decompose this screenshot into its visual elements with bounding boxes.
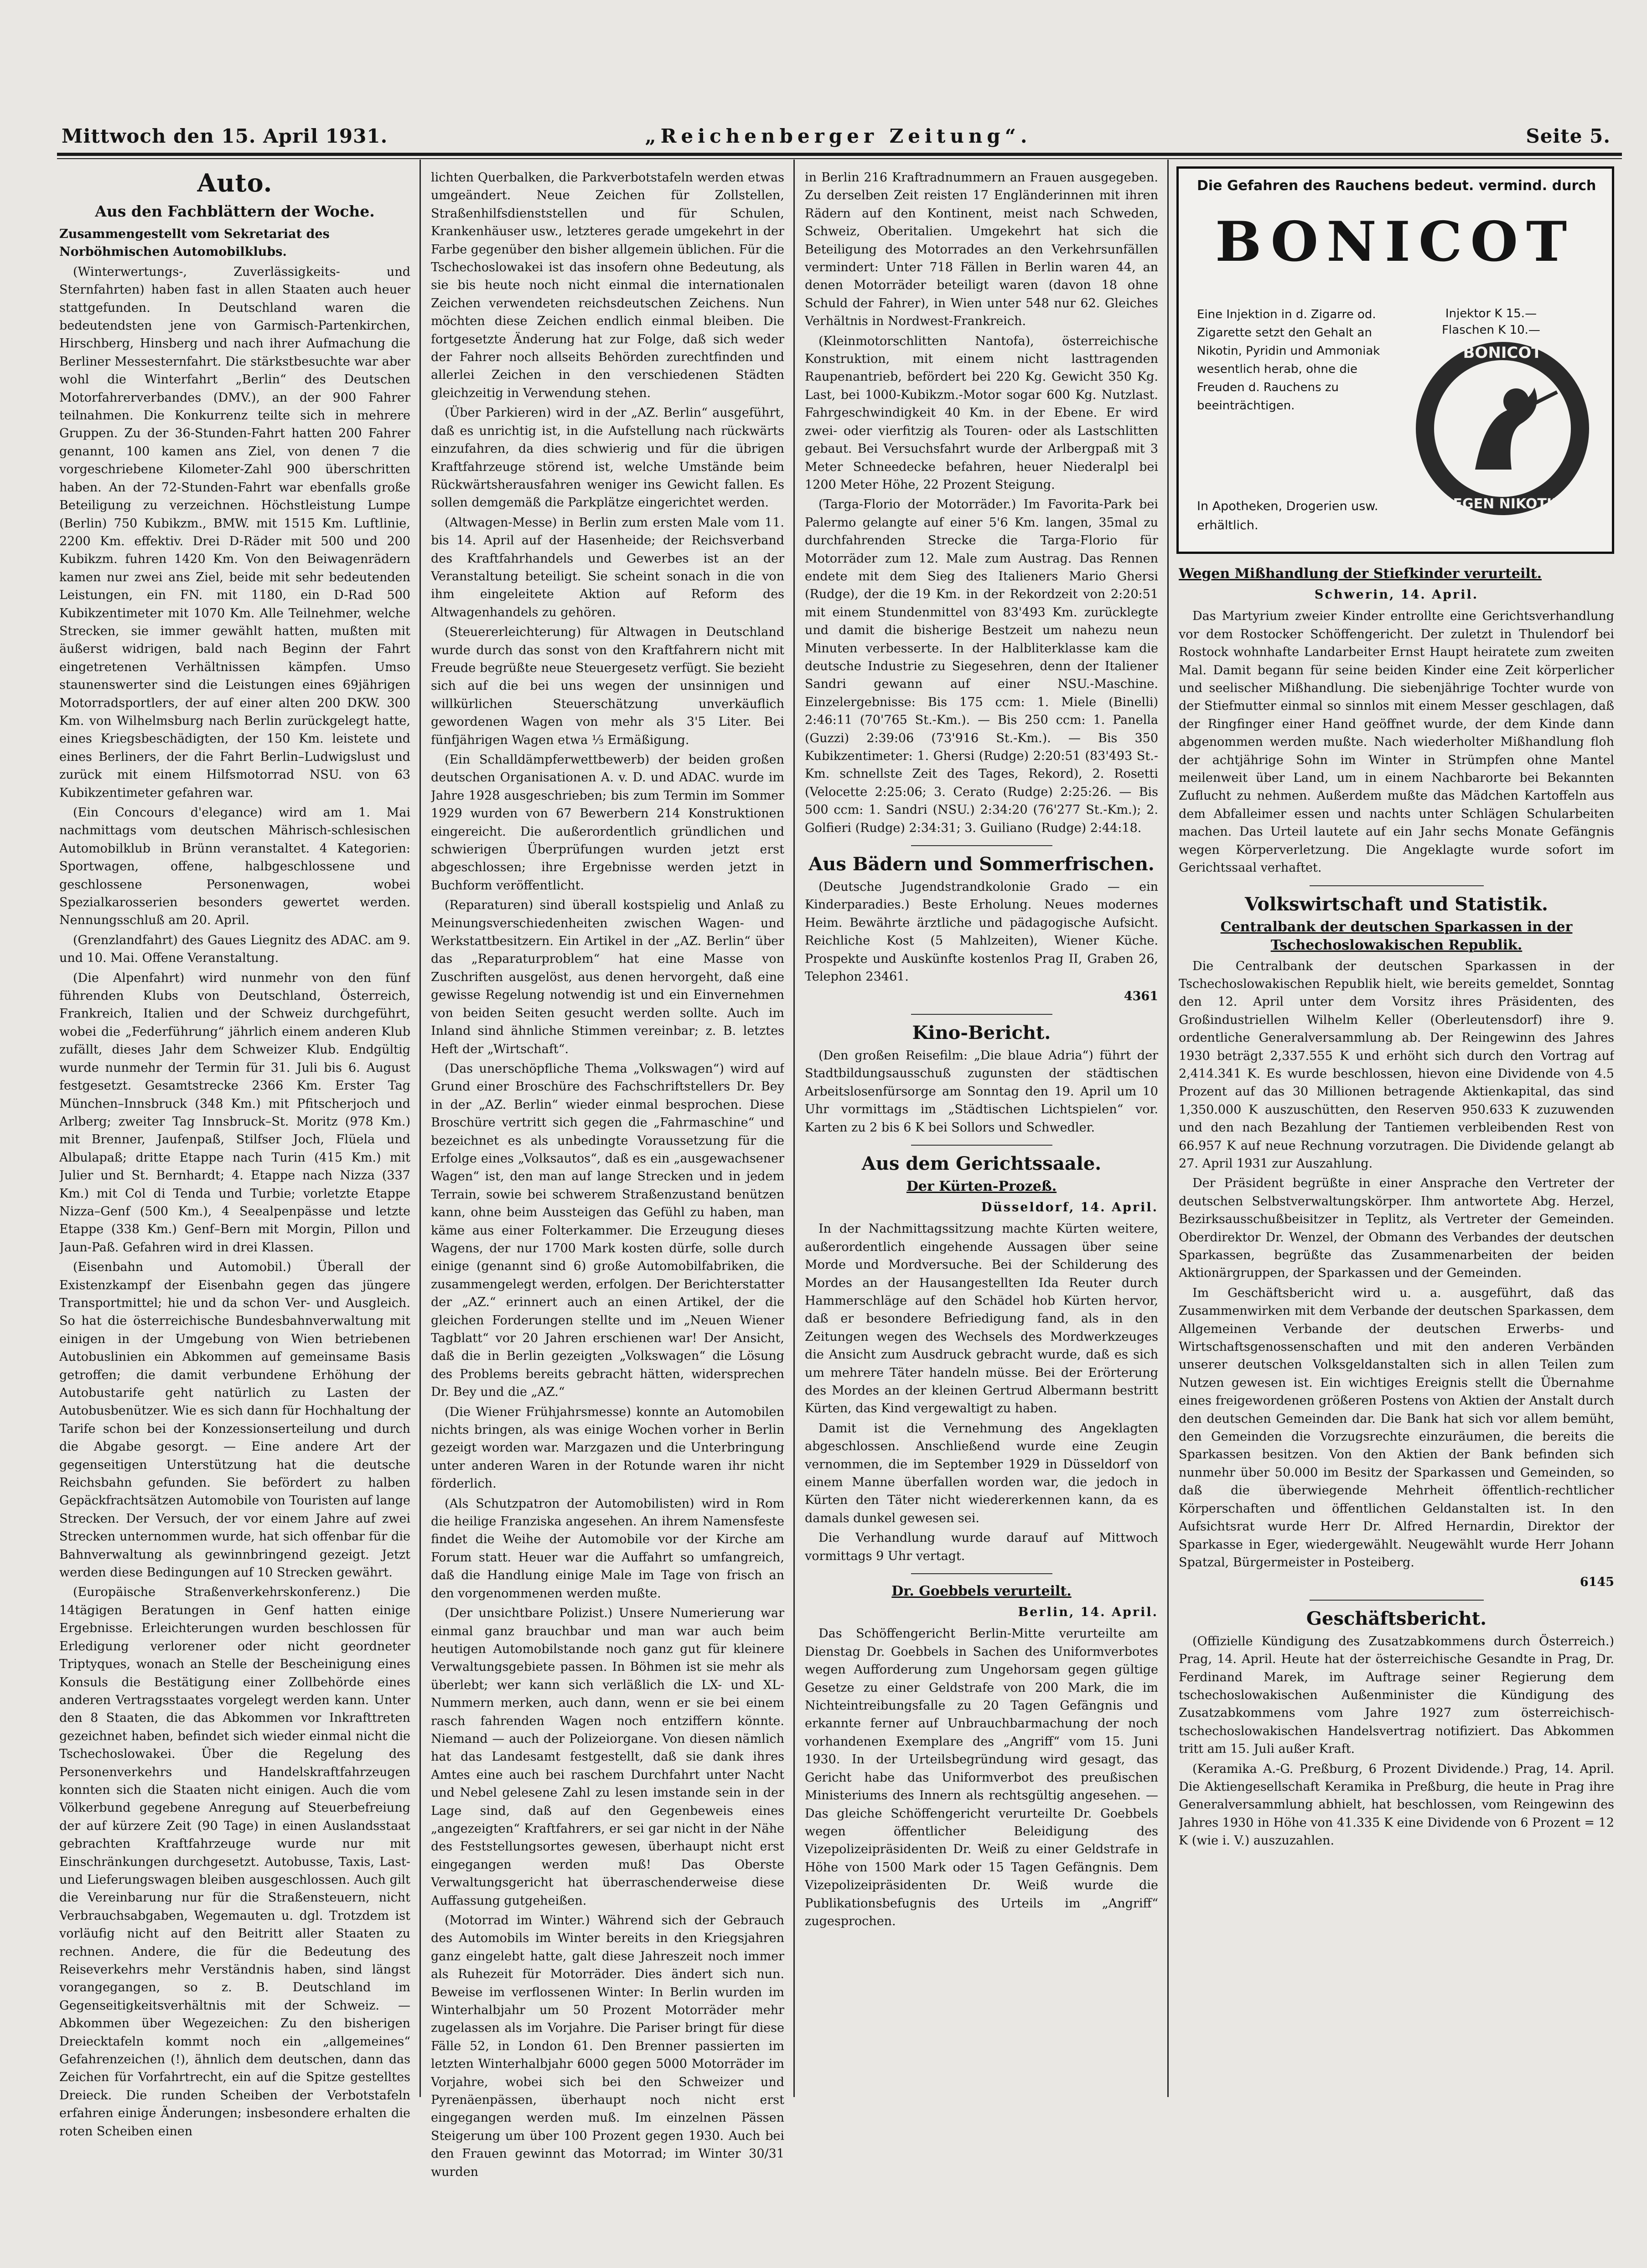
- kuerten-paragraph: Die Verhandlung wurde darauf auf Mittwoch vormittags 9 Uhr vertagt.: [805, 1531, 1158, 1563]
- column-auto-continued: [431, 169, 784, 2247]
- ad-brand: BONICOT: [1215, 210, 1575, 274]
- auto-paragraph: (Die Alpenfahrt) wird nunmehr von den fünf führenden Klubs von Deutschland, Österreich, Frankreich, Italien und der Schweiz durchgeführt, wobei die „Federführung“ jährlich einem anderen Klub zufällt, dieses Jahr dem Schweizer Klub. Endgültig wurde nunmehr der Termin für 31. Juli bis 6. August festgesetzt. Gesamtstrecke 2366 Km. Erster Tag München–Innsbruck (348 Km.) mit Pfitscherjoch und Arlberg; zweiter Tag Innsbruck–St. Moritz (978 Km.) mit Brenner, Jaufenpaß, Stilfser Joch, Flüela und Albulapaß; dritte Etappe nach Turin (415 Km.) mit Julier und St. Bernhardt; 4. Etappe nach Nizza (337 Km.) mit Col di Tenda und Turbie; vorletzte Etappe Nizza–Genf (500 Km.), 4 Seealpenpässe und letzte Etappe (338 Km.) Genf–Bern mit Morgin, Pillon und Jaun-Paß. Gefahren wird in drei Klassen.: [59, 971, 410, 1255]
- kuerten-paragraph: Damit ist die Vernehmung des Angeklagten abgeschlossen. Anschließend wurde eine Zeugin vernommen, die im September 1929 in Düsseldorf von einem Manne überfallen worden war, die jedoch in Kürten den Täter nicht wiedererkennen kann, da es damals dunkel gewesen sei.: [805, 1421, 1158, 1525]
- dateline: Schwerin, 14. April.: [1314, 588, 1479, 602]
- ad-price: Injektor K 15.— Flaschen K 10.—: [1442, 307, 1540, 337]
- auto-paragraph: (Die Wiener Frühjahrsmesse) konnte an Automobilen nichts bringen, als was einige Wochen vorher in Berlin gezeigt worden war. Marzgazen und die Unterbringung unter anderen Waren in der Rotunde waren ihr nicht förderlich.: [431, 1405, 784, 1491]
- auto-paragraph: (Winterwertungs-, Zuverlässigkeits- und Sternfahrten) haben fast in allen Staaten auch heuer stattgefunden. In Deutschland waren die bedeutendsten jene von Garmisch-Partenkirchen, Hirschberg, Hinsberg und nach ihrer Aufmachung die Berliner Messesternfahrt. Die stärkstbesuchte war aber wohl die Winterfahrt „Berlin“ des Deutschen Motorfahrerverbandes (DMV.), an der 900 Fahrer teilnahmen. Die Konkurrenz teilte sich in mehrere Gruppen. Zu der 36-Stunden-Fahrt hatten 200 Fahrer genannt, 100 kamen ans Ziel, von denen 7 die vorgeschriebene Kilometer-Zahl 900 überschritten haben. An der 72-Stunden-Fahrt war ebenfalls große Beteiligung zu verzeichnen. Höchstleistung Lumpe (Berlin) 750 Kubikzm., BMW. mit 1515 Km. Luftlinie, 2200 Km. effektiv. Drei D-Räder mit 500 und 200 Kubikzm. fuhren 1420 Km. Von den Beiwagenrädern kamen nur zwei ans Ziel, beide mit sehr bedeutenden Leistungen, ein FN. mit 1180, ein D-Rad 500 Kubikzentimeter mit 1070 Km. Alle Teilnehmer, welche Strecken, sie immer gewählt hatten, mußten mit äußerst widrigen, bald nach Beginn der Fahrt eingetretenen Verhältnissen kämpfen. Umso staunenswerter sind die Leistungen eines 69jährigen Motorradsportlers, der auf einer alten 200 DKW. 300 Km. von Wilhelmsburg nach Berlin zurückgelegt hatte, eines Kriegsbeschädigten, der 150 Km. leistete und eines Berliners, der die Fahrt Berlin–Ludwigslust und zurück mit einem Hilfsmotorrad NSU. von 63 Kubikzentimeter gefahren war.: [59, 264, 410, 800]
- auto-paragraph: (Ein Concours d'elegance) wird am 1. Mai nachmittags vom deutschen Mährisch-schlesischen Automobilklub in Brünn veranstaltet. 4 Kategorien: Sportwagen, offene, halbgeschlossene und geschlossene Personenwagen, wobei Spezialkarosserien besonders gewertet werden. Nennungsschluß am 20. April.: [59, 806, 410, 928]
- dateline: Düsseldorf, 14. April.: [981, 1200, 1158, 1214]
- auto-paragraph: (Ein Schalldämpferwettbewerb) der beiden großen deutschen Organisationen A. v. D. und ADAC. wurde im Jahre 1928 ausgeschrieben; bis zum Termin im Sommer 1929 wurden von 67 Bewerbern 214 Konstruktionen eingereicht. Die außerordentlich gründlichen und schwierigen Überprüfungen wurden jetzt erst abgeschlossen; ihre Ergebnisse werden jetzt in Buchform veröffentlicht.: [431, 753, 784, 893]
- auto-paragraph: (Altwagen-Messe) in Berlin zum ersten Male vom 11. bis 14. April auf der Hasenheide; der Reichsverband des Kraftfahrhandels und Gewerbes ist an der Veranstaltung beteiligt. Sie scheint sonach in die von ihm eingeleitete Aktion auf Reform des Altwagenhandels zu gehören.: [431, 515, 784, 620]
- auto-paragraph: (Das unerschöpfliche Thema „Volkswagen“) wird auf Grund einer Broschüre des Fachschriftstellers Dr. Bey in der „AZ. Berlin“ wieder einmal besprochen. Diese Broschüre vertritt sich gegen die „Fahrmaschine“ und bezeichnet es als unbedingte Voraussetzung für die Erfolge eines „Volksautos“, daß es ein „ausgewachsener Wagen“ ist, den man auf lange Strecken und in jedem Terrain, sowie bei schwerem Straßenzustand benützen kann, ohne beim Aussteigen das Gefühl zu haben, man käme aus einer Folterkammer. Die Erzeugung dieses Wagens, der nur 1700 Mark kosten dürfe, solle durch einige (genannt sind 6) große Automobilfabriken, die zusammengelegt werden, erfolgen. Der Berichterstatter der „AZ.“ erinnert auch an einen Artikel, der die gleichen Forderungen stellte und im „Neuen Wiener Tagblatt“ vor 20 Jahren erschienen war! Der Ansicht, daß die in Berlin gezeigten „Volkswagen“ die Lösung des Problems bereits gebracht hätten, widersprechen Dr. Bey und die „AZ.“: [431, 1061, 784, 1400]
- section-title-gericht: Aus dem Gerichtssaale.: [861, 1152, 1102, 1174]
- auto-paragraph: (Reparaturen) sind überall kostspielig und Anlaß zu Meinungsverschiedenheiten zwischen Wagen- und Werkstattbesitzern. Ein Artikel in der „AZ. Berlin“ über das „Reparaturproblem“ hat eine Masse von Zuschriften ausgelöst, aus denen hervorgeht, daß eine gewisse Regelung notwendig ist und ein Einvernehmen von beiden Seiten gesucht werden sollte. Auch im Inland sind ähnliche Stimmen vereinbar; z. B. letztes Heft der „Wirtschaft“.: [431, 898, 784, 1056]
- article-title-goebbels: Dr. Goebbels verurteilt.: [891, 1583, 1072, 1600]
- ad-headline: Die Gefahren des Rauchens bedeut. vermind. durch: [1197, 178, 1596, 194]
- misshandlung-paragraph: Das Martyrium zweier Kinder entrollte eine Gerichtsverhandlung vor dem Rostocker Schöffengericht. Der zuletzt in Thulendorf bei Rostock wohnhafte Landarbeiter Ernst Haupt heiratete zum zweiten Mal. Damit begann für seine beiden Kinder eine Zeit körperlicher und seelischer Mißhandlung. Die siebenjährige Tochter wurde von der Stiefmutter einmal so sinnlos mit einem Messer geschlagen, daß der Ringfinger einer Hand geöffnet wurde, der dem Kinde dann abgenommen werden mußte. Nach wiederholter Mißhandlung floh der achtjährige Sohn im Winter in Strümpfen ohne Mantel meilenweit über Land, um in einem Nachbarorte bei Bekannten Zuflucht zu nehmen. Außerdem mußte das Mädchen Kartoffeln aus dem Abfalleimer essen und nachts unter Schlägen Schularbeiten machen. Das Urteil lautete auf ein Jahr sechs Monate Gefängnis wegen Körperverletzung. Die Angeklagte wurde sofort im Gerichtssaal verhaftet.: [1179, 609, 1614, 875]
- column-divider: [420, 160, 421, 2097]
- column-divider: [793, 160, 795, 2097]
- dateline: Berlin, 14. April.: [1018, 1605, 1158, 1620]
- section-separator: [1310, 1600, 1484, 1601]
- page-header: [57, 122, 1620, 150]
- column-mixed: [805, 169, 1158, 2247]
- auto-paragraph: (Als Schutzpatron der Automobilisten) wird in Rom die heilige Franziska angesehen. An ihrem Namensfeste findet die Weihe der Automobile vor der Kirche am Forum statt. Heuer war die Auffahrt so umfangreich, daß die Handlung einige Male im Tage von frisch an den vorgenommenen werden mußte.: [431, 1496, 784, 1601]
- column-right: [1179, 563, 1614, 2250]
- baeder-paragraph: (Deutsche Jugendstrandkolonie Grado — ein Kinderparadies.) Beste Erholung. Neues modernes Heim. Bewährte ärztliche und pädagogische Aufsicht. Reichliche Kost (5 Mahlzeiten), Wiener Küche. Prospekte und Auskünfte kostenlos Prag II, Graben 26, Telephon 23461.: [805, 880, 1158, 984]
- auto-paragraph: (Steuererleichterung) für Altwagen in Deutschland wurde durch das sonst von den Kraftfahrern nicht mit Freude begrüßte neue Steuergesetz verfügt. Sie bezieht sich auf die bei uns wegen der unsinnigen und willkürlichen Steuerschätzung unverkäuflich gewordenen Wagen von mehr als 3'5 Liter. Bei fünfjährigen Wagen etwa ⅓ Ermäßigung.: [431, 625, 784, 747]
- ad-number: 6145: [1580, 1575, 1614, 1590]
- ad-seal-illustration: [1407, 333, 1598, 524]
- auto-paragraph: (Über Parkieren) wird in der „AZ. Berlin“ ausgeführt, daß es unrichtig ist, in die Aufstellung nach rückwärts einzufahren, da dies schwierig und für die übrigen Kraftfahrzeuge störend ist, welche Umstände beim Rückwärtsherausfahren weniger ins Gewicht fallen. Es sollen demgemäß die Parkplätze eingerichtet werden.: [431, 406, 784, 510]
- auto-paragraph: (Eisenbahn und Automobil.) Überall der Existenzkampf der Eisenbahn gegen das jüngere Transportmittel; hie und da schon Ver- und Ausgleich. So hat die österreichische Bundesbahnverwaltung mit einigen in der Umgebung von Wien betriebenen Autobuslinien ein Abkommen auf gemeinsame Basis getroffen; die damit verbundene Erhöhung der Autobustarife geht natürlich zu Lasten der Autobusbenützer. Wie es sich dann für Hochhaltung der Tarife schon bei der Konzessionserteilung und durch die Abgabe gesorgt. — Eine andere Art der gegenseitigen Unterstützung hat die deutsche Reichsbahn gefunden. Sie befördert zu halben Gepäckfrachtsätzen Automobile von Touristen auf lange Strecken. Der Versuch, der vor einem Jahre auf zwei Strecken unternommen wurde, hat sich offenbar für die Bahnverwaltung als gewinnbringend gezeigt. Jetzt werden diese Bedingungen auf 10 Strecken gewährt.: [59, 1260, 410, 1580]
- auto-subtitle: Aus den Fachblättern der Woche.: [95, 202, 375, 220]
- article-title-kuerten: Der Kürten-Prozeß.: [906, 1178, 1057, 1194]
- auto-paragraph: (Targa-Florio der Motorräder.) Im Favorita-Park bei Palermo gelangte auf einer 5'6 Km. langen, 35mal zu durchfahrenden Strecke die Targa-Florio für Motorräder zum 12. Male zum Austrag. Das Rennen endete mit dem Sieg des Italieners Mario Ghersi (Rudge), der die 19 Km. in der Rekordzeit von 2:20:51 mit einem Stundenmittel von 83'493 Km. zurücklegte und damit die bisherige Bestzeit um nahezu neun Minuten verbesserte. In der Halbliterklasse kam die deutsche Industrie zu Siegesehren, denn der Italiener Sandri gewann auf einer NSU.-Maschine. Einzelergebnisse: Bis 175 ccm: 1. Miele (Binelli) 2:46:11 (70'765 St.-Km.). — Bis 250 ccm: 1. Panella (Guzzi) 2:39:06 (73'916 St.-Km.). — Bis 350 Kubikzentimeter: 1. Ghersi (Rudge) 2:20:51 (83'493 St.-Km. schnellste Zeit des Tages, Rekord), 2. Rosetti (Velocette 2:25:06; 3. Cerato (Rudge) 2:25:26. — Bis 500 ccm: 1. Sandri (NSU.) 2:34:20 (76'277 St.-Km.); 2. Golfieri (Rudge) 2:34:31; 3. Guiliano (Rudge) 2:44:18.: [805, 497, 1158, 835]
- section-separator: [911, 845, 1052, 846]
- section-title-auto: Auto.: [197, 169, 273, 197]
- auto-credit: Zusammengestellt vom Sekretariat des Norböhmischen Automobilklubs.: [59, 227, 330, 259]
- seal-bottom-text: GEGEN NIKOTIN: [1441, 496, 1564, 512]
- section-separator: [911, 1573, 1052, 1574]
- ad-availability: In Apotheken, Drogerien usw. erhältlich.: [1197, 499, 1378, 532]
- auto-paragraph: (Europäische Straßenverkehrskonferenz.) Die 14tägigen Beratungen in Genf hatten einige Ergebnisse. Erleichterungen wurden beschlossen für Erledigung verlorener oder nicht geordneter Triptyques, wonach an Stelle der Bescheinigung eines Konsuls die Bestätigung einer Zollbehörde eines anderen Vertragsstaates vorgelegt werden kann. Unter den 8 Staaten, die das Abkommen vor Inkrafttreten gezeichnet haben, befindet sich wieder einmal nicht die Tschechoslowakei. Über die Regelung des Personenverkehrs und Handelskraftfahrzeugen konnten sich die Staaten nicht einigen. Auch die vom Völkerbund gegebene Anregung auf Steuerbefreiung der auf kürzere Zeit (90 Tage) in einen Auslandsstaat gebrachten Kraftfahrzeuge wurde nur mit Einschränkungen durchgesetzt. Autobusse, Taxis, Last- und Lieferungswagen bleiben ausgeschlossen. Auch gilt die Vereinbarung nur für die Straßensteuern, nicht Verbrauchsabgaben, Wegemauten u. dgl. Trotzdem ist vorläufig nicht auf den Beitritt aller Staaten zu rechnen. Andere, die für die Bedeutung des Reiseverkehrs mehr Verständnis haben, sind längst vorangegangen, so z. B. Deutschland im Gegenseitigkeitsverhältnis mit der Schweiz. — Abkommen über Wegezeichen: Zu den bisherigen Dreiecktafeln kommt noch ein „allgemeines“ Gefahrenzeichen (!), ähnlich dem deutschen, dann das Zeichen für Vorfahrtrecht, ein auf die Spitze gestelltes Dreieck. Die runden Scheiben der Verbotstafeln erfahren einige Änderungen; insbesondere erhalten die roten Scheiben einen: [59, 1585, 410, 2139]
- geschaeft-paragraph: (Keramika A.-G. Preßburg, 6 Prozent Dividende.) Prag, 14. April. Die Aktiengesellschaft Keramika in Preßburg, die heute in Prag ihre Generalversammlung abhielt, hat beschlossen, vom Reingewinn des Jahres 1930 in Höhe von 41.335 K eine Dividende von 6 Prozent = 12 K (wie i. V.) auszuzahlen.: [1179, 1762, 1614, 1848]
- goebbels-paragraph: Das Schöffengericht Berlin-Mitte verurteilte am Dienstag Dr. Goebbels in Sachen des Uniformverbotes wegen Aufforderung zum Ungehorsam gegen gültige Gesetze zu einer Geldstrafe von 200 Mark, die im Nichteintreibungsfalle zu 20 Tagen Gefängnis und erkannte ferner auf Unbrauchbarmachung der noch vorhandenen Exemplare des „Angriff“ vom 15. Juni 1930. In der Urteilsbegründung wird gesagt, das Gericht habe das Uniformverbot des preußischen Ministeriums des Innern als rechtsgültig angesehen. — Das gleiche Schöffengericht verurteilte Dr. Goebbels wegen öffentlicher Beleidigung des Vizepolizeipräsidenten Dr. Weiß zu einer Geldstrafe in Höhe von 1500 Mark oder 15 Tagen Gefängnis. Dem Vizepolizeipräsidenten Dr. Weiß wurde die Publikationsbefugnis des Urteils im „Angriff“ zugesprochen.: [805, 1627, 1158, 1928]
- auto-paragraph: in Berlin 216 Kraftradnummern an Frauen ausgegeben. Zu derselben Zeit reisten 17 Engländerinnen mit ihren Rädern auf den Kontinent, meist nach Schweden, Schweiz, Oberitalien. Umgekehrt hat sich die Beteiligung des Motorrades an den Verkehrsunfällen vermindert: Unter 718 Fällen in Berlin waren 44, an denen Motorräder beteiligt waren (davon 18 ohne Schuld der Fahrer), in Wien unter 548 nur 62. Gleiches Verhältnis in Nordwest-Frankreich.: [805, 170, 1158, 329]
- seal-top-text: BONICOT: [1463, 344, 1542, 362]
- kino-paragraph: (Den großen Reisefilm: „Die blaue Adria“) führt der Stadtbildungsausschuß zugunsten der städtischen Arbeitslosenfürsorge am Sonntag den 19. April um 10 Uhr vormittags im „Städtischen Lichtspielen“ vor. Karten zu 2 bis 6 K bei Sollors und Schwedler.: [805, 1048, 1158, 1135]
- centralbank-paragraph: Im Geschäftsbericht wird u. a. ausgeführt, daß das Zusammenwirken mit dem Verbande der deutschen Sparkassen, dem Allgemeinen Verbande der deutschen Erwerbs- und Wirtschaftsgenossenschaften und mit den anderen Verbänden unserer deutschen Volksgeldanstalten sich in allen Teilen zum Nutzen gewesen ist. Ein wichtiges Ereignis stellt die Übernahme eines freigewordenen größeren Postens von Aktien der Anstalt durch den deutschen Gemeinden dar. Die Bank hat sich vor allem bemüht, den Gemeinden die Vorzugsrechte einzuräumen, die bereits die Sparkassen besitzen. Von den Aktien der Bank befinden sich nunmehr über 50.000 im Besitz der Sparkassen und Gemeinden, so daß die überwiegende Mehrheit öffentlich-rechtlicher Körperschaften und öffentlichen Geldanstalten ist. In den Aufsichtsrat wurde Herr Dr. Alfred Hernardin, Direktor der Sparkasse in Eger, wiedergewählt. Neugewählt wurde Herr Johann Spatzal, Bürgermeister in Posteiberg.: [1179, 1286, 1614, 1570]
- section-title-geschaeftsbericht: Geschäftsbericht.: [1306, 1607, 1487, 1629]
- auto-paragraph: (Kleinmotorschlitten Nantofa), österreichische Konstruktion, mit einem nicht lasttragenden Raupenantrieb, befördert bei 220 Kg. Gewicht 350 Kg. Last, bei 1000-Kubikzm.-Motor sogar 600 Kg. Nutzlast. Fahrgeschwindigkeit 40 Km. in der Ebene. Er wird zwei- oder vierfitzig als Touren- oder als Lastschlitten gebaut. Bei Versuchsfahrt wurde der Arlbergpaß mit 3 Meter Schneedecke befahren, heuer Niederalpl bei 1200 Meter Höhe, 22 Prozent Steigung.: [805, 334, 1158, 492]
- section-title-volkswirtschaft: Volkswirtschaft und Statistik.: [1245, 893, 1548, 915]
- section-separator: [911, 1145, 1052, 1146]
- page-number: Seite 5.: [1526, 125, 1611, 147]
- issue-date: Mittwoch den 15. April 1931.: [62, 125, 388, 147]
- section-separator: [1310, 885, 1484, 886]
- header-rule-thin: [57, 158, 1622, 159]
- ad-description: Eine Injektion in d. Zigarre od. Zigarette setzt den Gehalt an Nikotin, Pyridin und Ammoniak wesentlich herab, ohne die Freuden d. Rauchens zu beeinträchtigen.: [1197, 308, 1380, 413]
- column-auto: [59, 169, 410, 2247]
- centralbank-paragraph: Die Centralbank der deutschen Sparkassen in der Tschechoslowakischen Republik hielt, wie bereits gemeldet, Sonntag den 12. April unter dem Vorsitz ihres Präsidenten, des Großindustriellen Wilhelm Keller (Oberleutensdorf) ihre 9. ordentliche Generalversammlung ab. Der Reingewinn des Jahres 1930 beträgt 2,337.555 K und erhöht sich durch den Vortrag auf 2,414.341 K. Es wurde beschlossen, hievon eine Dividende von 4.5 Prozent auf das 30 Millionen betragende Aktienkapital, das sind 1,350.000 K auszuschütten, den Reserven 950.633 K zuzuwenden und den nach Bezahlung der Tantiemen verbleibenden Rest von 66.957 K auf neue Rechnung vorzutragen. Die Dividende gelangt ab 27. April 1931 zur Auszahlung.: [1179, 959, 1614, 1171]
- auto-paragraph: (Motorrad im Winter.) Während sich der Gebrauch des Automobils im Winter bereits in den Kriegsjahren ganz eingelebt hatte, galt diese Jahreszeit noch immer als Ruhezeit für Motorräder. Dies ändert sich nun. Beweise im verflossenen Winter: In Berlin wurden im Winterhalbjahr um 50 Prozent Motorräder mehr zugelassen als im Vorjahre. Die Pariser bringt für diese Fälle 52, in London 61. Den Brenner passierten im letzten Winterhalbjahr 6000 gegen 5000 Motorräder im Vorjahre, wobei sich bei den Schweizer und Pyrenäenpässen, überhaupt noch nicht erst eingegangen werden muß. Im einzelnen Pässen Steigerung um über 100 Prozent gegen 1930. Auch bei den Frauen gewinnt das Motorrad; im Winter 30/31 wurden: [431, 1913, 784, 2179]
- section-title-kino: Kino-Bericht.: [912, 1022, 1051, 1044]
- article-title-centralbank: Centralbank der deutschen Sparkassen in der Tschechoslowakischen Republik.: [1220, 919, 1573, 953]
- auto-paragraph: (Grenzlandfahrt) des Gaues Liegnitz des ADAC. am 9. und 10. Mai. Offene Veranstaltung.: [59, 933, 410, 966]
- article-title-misshandlung: Wegen Mißhandlung der Stiefkinder verurteilt.: [1179, 566, 1542, 582]
- ad-number: 4361: [1124, 989, 1158, 1004]
- geschaeft-paragraph: (Offizielle Kündigung des Zusatzabkommens durch Österreich.) Prag, 14. April. Heute hat der österreichische Gesandte in Prag, Dr. Ferdinand Marek, im Auftrage seiner Regierung dem tschechoslowakischen Außenminister die Kündigung des Zusatzabkommens vom Jahre 1927 zum österreichisch-tschechoslowakischen Handelsvertrag notifiziert. Das Abkommen tritt am 15. Juli außer Kraft.: [1179, 1634, 1614, 1757]
- header-rule: [57, 153, 1622, 156]
- bonicot-advertisement: [1176, 166, 1614, 554]
- column-divider: [1167, 160, 1169, 2097]
- auto-paragraph: lichten Querbalken, die Parkverbotstafeln werden etwas umgeändert. Neue Zeichen für Zollstellen, Straßenhilfsdienststellen und für Schulen, Krankenhäuser usw., letzteres gerade umgekehrt in der Farbe gegenüber den bisher allgemein üblichen. Für die Tschechoslowakei ist das insofern ohne Bedeutung, als sie bis heute noch nicht einmal die internationalen Zeichen verwendeten reichsdeutschen Zeichens. Nun möchten diese Zeichen endlich einmal bleiben. Die fortgesetzte Änderung hat zur Folge, daß sich weder der Fahrer noch allseits Behörden zurechtfinden und allerlei Zeichen in den verschiedenen Städten gleichzeitig in Verwendung stehen.: [431, 170, 784, 400]
- kuerten-paragraph: In der Nachmittagssitzung machte Kürten weitere, außerordentlich eingehende Aussagen über seine Morde und Mordversuche. Bei der Schilderung des Mordes an der Hausangestellten Ida Reuter durch Hammerschläge auf den Schädel hob Kürten hervor, daß er besondere Befriedigung fand, als in den Zeitungen wegen des Wechsels des Mordwerkzeuges die Ansicht zum Ausdruck gebracht wurde, daß es sich um mehrere Täter handeln müsse. Bei der Erörterung des Mordes an der kleinen Gertrud Albermann bestritt Kürten, das Kind vergewaltigt zu haben.: [805, 1222, 1158, 1416]
- section-separator: [911, 1014, 1052, 1015]
- centralbank-paragraph: Der Präsident begrüßte in einer Ansprache den Vertreter der deutschen Selbstverwaltungskörper. Ihm antwortete Abg. Herzel, Bezirksausschußbeisitzer in Teplitz, als Vertreter der Gemeinden. Oberdirektor Dr. Wenzel, der Obmann des Verbandes der deutschen Sparkassen, begrüßte das Zusammenarbeiten der beiden Aktionärgruppen, der Sparkassen und der Gemeinden.: [1179, 1176, 1614, 1281]
- newspaper-title: „Reichenberger Zeitung“.: [645, 125, 1032, 147]
- auto-paragraph: (Der unsichtbare Polizist.) Unsere Numerierung war einmal ganz brauchbar und man war auch beim heutigen Automobilstande noch ganz gut für kleinere Verwaltungsgebiete passen. In Böhmen ist sie mehr als überlebt; wer kann sich verläßlich die LX- und XL-Nummern merken, auch dann, wenn er sie bei einem rasch fahrenden Wagen noch entziffern könnte. Niemand — auch der Polizeiorgane. Von diesen nämlich hat das Landesamt festgestellt, daß sie dank ihres Amtes eine auch bei raschem Durchfahrt unter Nacht und Nebel gelesene Zahl zu lesen imstande sein in der Lage sind, daß auf den Gegenbeweis eines „angezeigten“ Kraftfahrers, er sei gar nicht in der Nähe des Feststellungsortes gewesen, überhaupt nicht erst eingegangen werden muß! Das Oberste Verwaltungsgericht hat überraschenderweise diese Auffassung gutgeheißen.: [431, 1606, 784, 1908]
- section-title-baeder: Aus Bädern und Sommerfrischen.: [808, 853, 1155, 875]
